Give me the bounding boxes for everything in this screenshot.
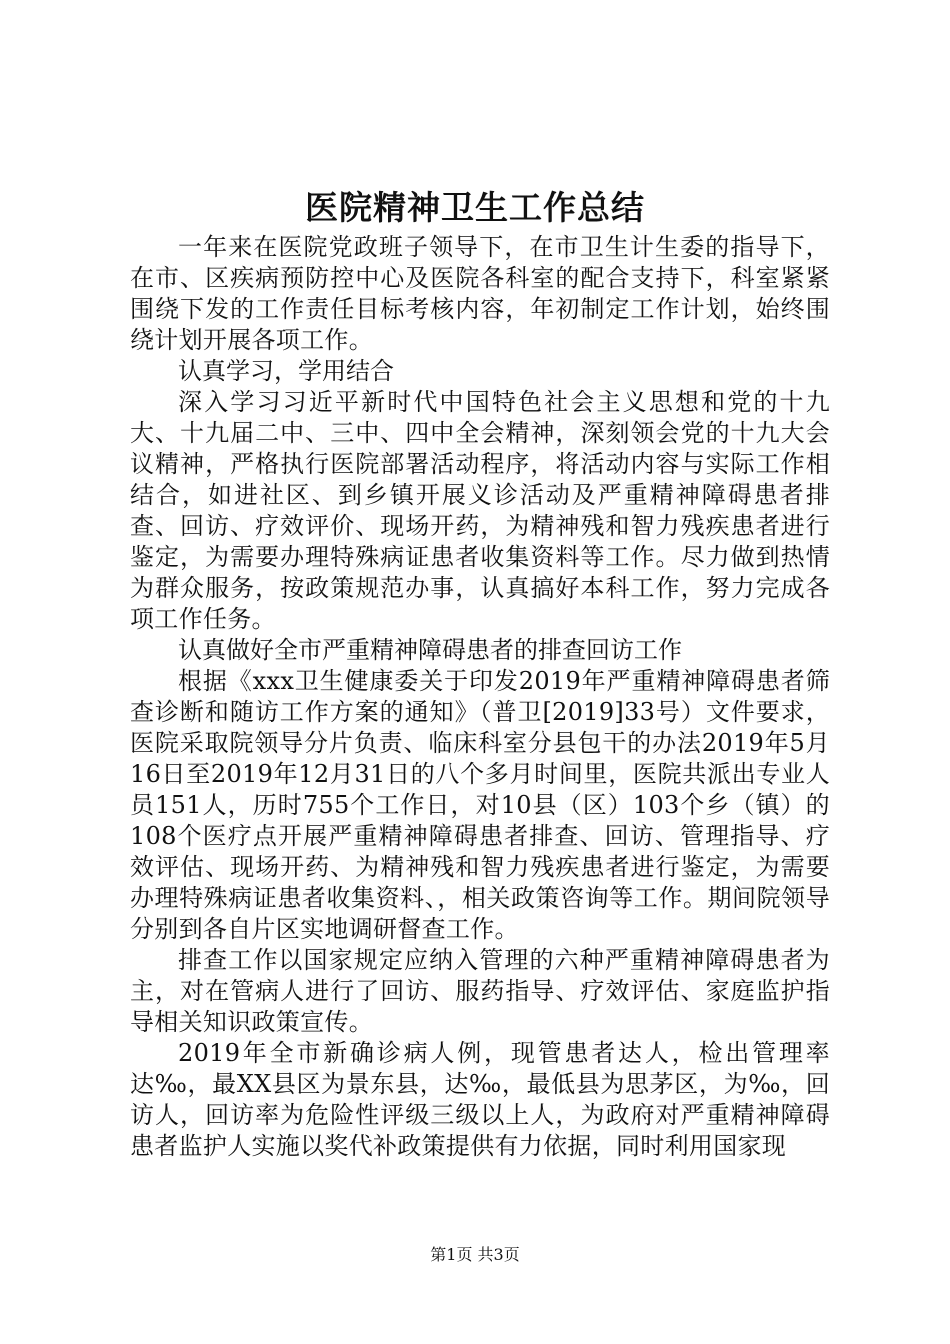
study-paragraph: 深入学习习近平新时代中国特色社会主义思想和党的十九大、十九届二中、三中、四中全会精神，深刻领会党的十九大会议精神，严格执行医院部署活动程序，将活动内容与实际工作相结合，如进社区、到乡镇开展义诊活动及严重精神障碍患者排查、回访、疗效评价、现场开药，为精神残和智力残疾患者进行鉴定，为需要办理特殊病证患者收集资料等工作。尽力做到热情为群众服务，按政策规范办事，认真搞好本科工作，努力完成各项工作任务。 <box>130 388 830 633</box>
screening-paragraph: 根据《xxx卫生健康委关于印发2019年严重精神障碍患者筛查诊断和随访工作方案的通知》（普卫[2019]33号）文件要求，医院采取院领导分片负责、临床科室分县包干的办法2019年5月16日至2019年12月31日的八个多月时间里，医院共派出专业人员151人，历时755个工作日，对10县（区）103个乡（镇）的108个医疗点开展严重精神障碍患者排查、回访、管理指导、疗效评估、现场开药、为精神残和智力残疾患者进行鉴定，为需要办理特殊病证患者收集资料、，相关政策咨询等工作。期间院领导分别到各自片区实地调研督查工作。 <box>130 667 830 943</box>
screening-scope-paragraph: 排查工作以国家规定应纳入管理的六种严重精神障碍患者为主，对在管病人进行了回访、服药指导、疗效评估、家庭监护指导相关知识政策宣传。 <box>130 946 830 1036</box>
page-footer: 第1页 共3页 <box>430 1245 520 1264</box>
section-heading-screening: 认真做好全市严重精神障碍患者的排查回访工作 <box>178 636 682 664</box>
document-body <box>130 232 830 1162</box>
document-title: 医院精神卫生工作总结 <box>305 188 645 227</box>
statistics-paragraph: 2019年全市新确诊病人例，现管患者达人，检出管理率达‰，最XX县区为景东县，达‰，最低县为思茅区，为‰，回访人，回访率为危险性评级三级以上人，为政府对严重精神障碍患者监护人实施以奖代补政策提供有力依据，同时利用国家现 <box>130 1039 830 1160</box>
section-heading-study: 认真学习，学用结合 <box>178 357 394 385</box>
intro-paragraph: 一年来在医院党政班子领导下，在市卫生计生委的指导下，在市、区疾病预防控中心及医院各科室的配合支持下，科室紧紧围绕下发的工作责任目标考核内容，年初制定工作计划，始终围绕计划开展各项工作。 <box>130 233 830 354</box>
